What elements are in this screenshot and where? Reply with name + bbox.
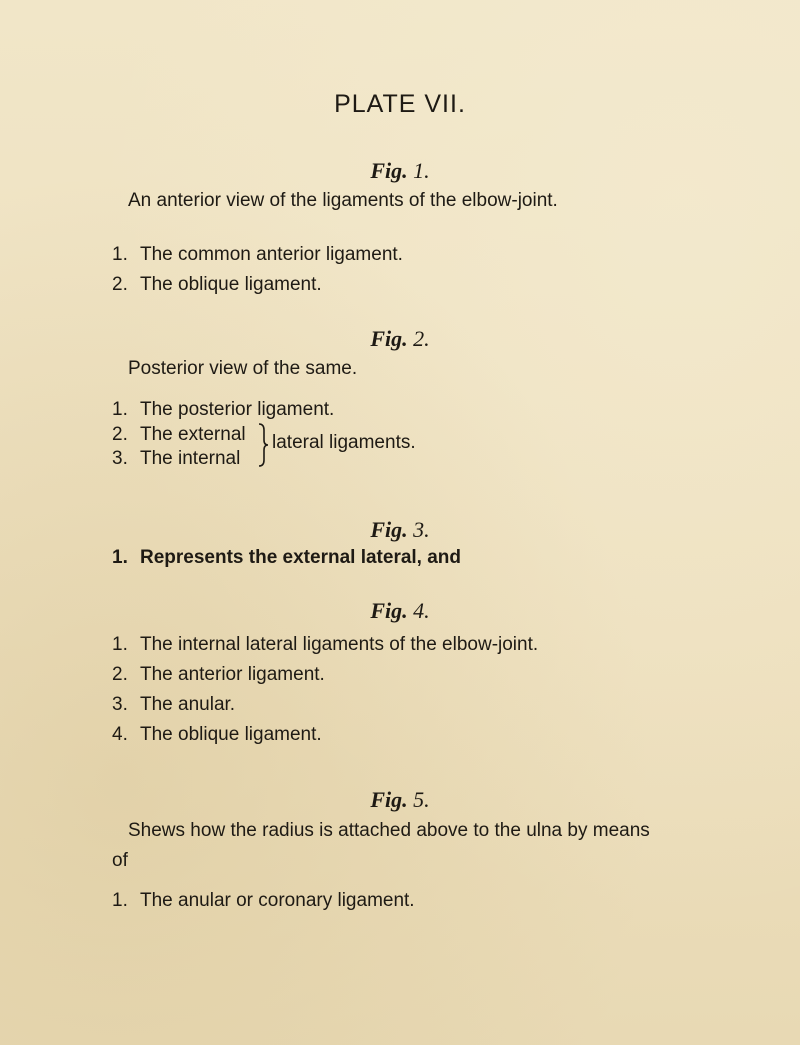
fig5-label-word: Fig.	[370, 787, 408, 812]
curly-brace-icon	[256, 422, 270, 468]
list-item	[112, 634, 538, 656]
item-number: 1.	[112, 634, 128, 655]
item-text: The posterior ligament.	[140, 399, 335, 420]
item-number: 1.	[112, 244, 128, 265]
item-text: The anular or coronary ligament.	[140, 890, 415, 911]
fig4-heading	[0, 598, 800, 624]
item-text: The common anterior ligament.	[140, 244, 403, 265]
fig4-label-num: 4.	[413, 598, 430, 623]
item-number: 1.	[112, 547, 128, 568]
fig1-label-num: 1.	[413, 158, 430, 183]
fig5-caption-line1: Shews how the radius is attached above to the ulna by means	[128, 820, 650, 841]
fig1-heading	[0, 158, 800, 184]
item-number: 3.	[112, 448, 128, 469]
list-item	[112, 724, 322, 746]
list-item	[112, 274, 322, 296]
fig2-heading	[0, 326, 800, 352]
list-item	[112, 547, 461, 569]
item-number: 3.	[112, 694, 128, 715]
fig3-heading	[0, 517, 800, 543]
item-number: 2.	[112, 274, 128, 295]
list-item	[112, 448, 240, 470]
list-item	[112, 424, 246, 446]
list-item	[112, 244, 403, 266]
list-item	[112, 399, 334, 421]
item-text: The external	[140, 424, 246, 445]
list-item	[112, 694, 235, 716]
fig3-label-num: 3.	[413, 517, 430, 542]
item-text: The internal lateral ligaments of the elbow-joint.	[140, 634, 539, 655]
fig2-caption: Posterior view of the same.	[128, 358, 358, 379]
brace-label: lateral ligaments.	[272, 432, 416, 453]
fig1-label-word: Fig.	[370, 158, 408, 183]
item-number: 1.	[112, 890, 128, 911]
item-number: 2.	[112, 424, 128, 445]
fig5-label-num: 5.	[413, 787, 430, 812]
plate-title: PLATE VII.	[334, 90, 466, 118]
fig2-label-word: Fig.	[370, 326, 408, 351]
list-item	[112, 664, 325, 686]
list-item	[112, 890, 415, 912]
item-number: 1.	[112, 399, 128, 420]
item-text: The anterior ligament.	[140, 664, 325, 685]
item-number: 2.	[112, 664, 128, 685]
item-number: 4.	[112, 724, 128, 745]
item-text: Represents the external lateral, and	[140, 547, 462, 568]
fig5-caption-line2: of	[112, 850, 128, 871]
fig2-label-num: 2.	[413, 326, 430, 351]
item-text: The internal	[140, 448, 241, 469]
fig1-caption: An anterior view of the ligaments of the elbow-joint.	[128, 190, 558, 211]
item-text: The oblique ligament.	[140, 724, 322, 745]
item-text: The anular.	[140, 694, 236, 715]
fig4-label-word: Fig.	[370, 598, 408, 623]
item-text: The oblique ligament.	[140, 274, 322, 295]
fig5-heading	[0, 787, 800, 813]
fig3-label-word: Fig.	[370, 517, 408, 542]
